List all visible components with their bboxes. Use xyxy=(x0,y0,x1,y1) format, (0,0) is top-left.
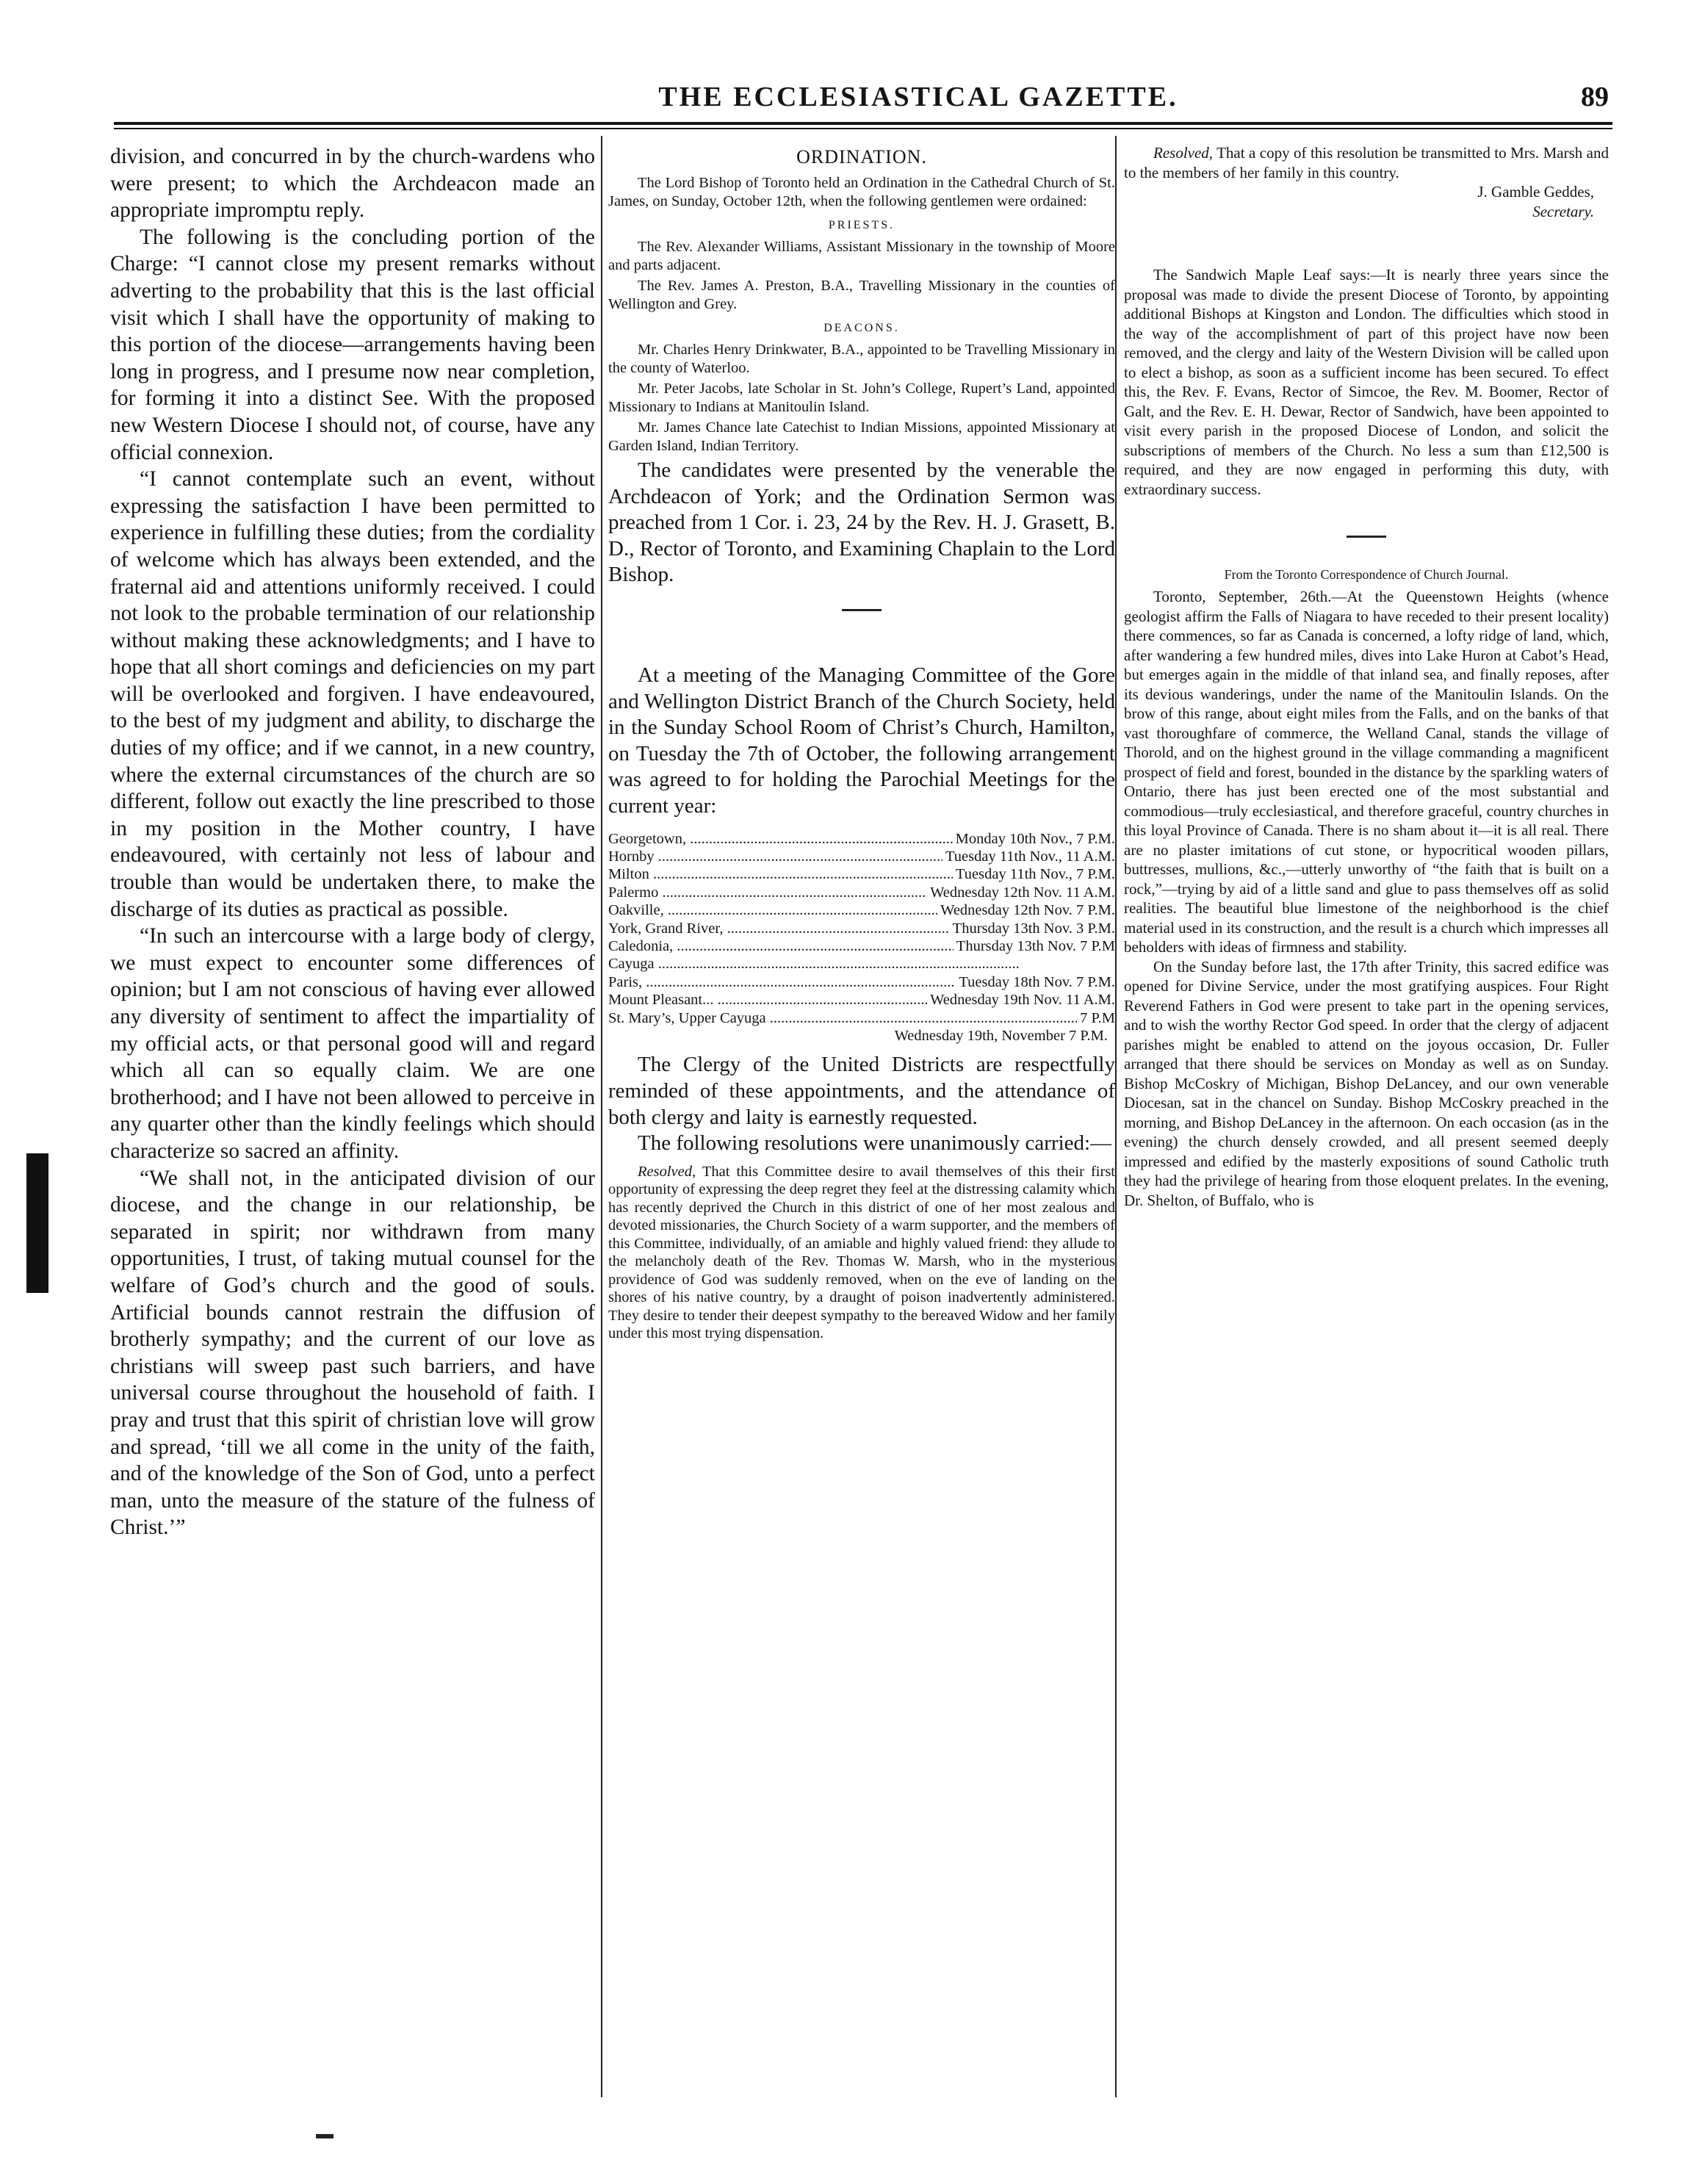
source-line: From the Toronto Correspondence of Church Journal. xyxy=(1224,567,1509,582)
column-ordination xyxy=(608,143,1115,2083)
signature-title: Secretary. xyxy=(1532,202,1594,220)
charge-paragraph-3: “I cannot contemplate such an event, without expressing the satisfaction I have been permitted to experience in fulfilling these duties; from the cordiality of welcome which has always been extended, and the fraternal aid and attentions uniformly received. I could not look to the probable termination of our relationship without making these acknowledgments; and I have to hope that all short comings and deficiencies on my part will be overlooked and forgiven. I have endeavoured, to the best of my judgment and ability, to discharge the duties of my office; and if we cannot, in a new country, where the external circumstances of the church are so different, follow out exactly the line prescribed to those in my position in the Mother country, I have endeavoured, with certainly not less of labour and trouble than would be undertaken there, to make the discharge of its duties as practical as possible. xyxy=(110,467,595,921)
meeting-schedule xyxy=(608,830,1115,1045)
header-rule-thick xyxy=(114,122,1612,125)
charge-paragraph-5: “We shall not, in the anticipated division of our diocese, and the change in our relationship, be separated in spirit; nor withdrawn from many opportunities, I trust, of taking mutual counsel for the welfare of God’s church and the good of souls. Artificial bounds cannot restrain the diffusion of brotherly sympathy; and the current of our love as christians will sweep past such barriers, and have universal course throughout the household of faith. I pray and trust that this spirit of christian love will grow and spread, ‘till we all come in the unity of the faith, and of the knowledge of the Son of God, unto a perfect man, unto the measure of the stature of the fulness of Christ.’” xyxy=(110,1166,595,1540)
candidates-paragraph: The candidates were presented by the venerable the Archdeacon of York; and the Ordination Sermon was preached from 1 Cor. i. 23, 24 by the Rev. H. J. Grasett, B. D., Rector of Toronto, and Examining Chaplain to the Lord Bishop. xyxy=(608,458,1115,587)
deacon-entry: Mr. Charles Henry Drinkwater, B.A., appointed to be Travelling Missionary in the county of Waterloo. xyxy=(608,342,1115,376)
column-divider-right xyxy=(1115,136,1117,2097)
schedule-row: Cayuga ..... xyxy=(608,955,1115,973)
deacons-heading: DEACONS. xyxy=(823,322,900,334)
column-news xyxy=(1124,143,1609,2083)
schedule-row: Mount Pleasant... ..... Wednesday 19th Nov. 11 A.M. xyxy=(608,991,1115,1009)
schedule-row: St. Mary’s, Upper Cayuga ..... 7 P.M xyxy=(608,1009,1115,1027)
charge-paragraph-4: “In such an intercourse with a large body of clergy, we must expect to encounter some differences of opinion; but I am not conscious of having ever allowed any diversity of sentiment to affect the impartiality of my official acts, or that personal good will and regard which all can so equally claim. We are one brotherhood; and I have not been allowed to perceive in any quarter other than the kindly feelings which should characterize so sacred an affinity. xyxy=(110,924,595,1163)
page-header xyxy=(110,81,1616,125)
toronto-paragraph: Toronto, September, 26th.—At the Queenstown Heights (whence geologist affirm the Falls of Niagara to have receded to their present locality) there commences, so far as Canada is concerned, a lofty ridge of land, which, after wandering a few hundred miles, dives into Lake Huron at Cabot’s Head, but emerges again in the middle of that inland sea, and finally reposes, after its devious wanderings, under the name of the Manitoulin Islands. On the brow of this range, about eight miles from the Falls, and on the banks of that vast thoroughfare of commerce, the Welland Canal, stands the village of Thorold, and on the highest ground in the village commanding a magnificent prospect of field and forest, bounded in the distance by the sparkling waters of Ontario, there has just been erected one of the most substantial and commodious—truly ecclesiastical, and therefore graceful, country churches in this loyal Province of Canada. There is no sham about it—it is all real. There are no plaster imitations of cut stone, or hypocritical wooden pillars, buttresses, mullions, &c.,—utterly unworthy of “the faith that is built on a rock,”—trying by aid of a little sand and glue to pass themselves off as solid realities. The beautiful blue limestone of the neighborhood is the chief material used in its construction, and the result is a church which impresses all beholders with ideas of firmness and stability. xyxy=(1124,588,1609,956)
newspaper-title: THE ECCLESIASTICAL GAZETTE. xyxy=(658,82,1178,112)
ordination-intro: The Lord Bishop of Toronto held an Ordination in the Cathedral Church of St. James, on Sunday, October 12th, when the following gentlemen were ordained: xyxy=(608,175,1115,209)
priests-heading: PRIESTS. xyxy=(828,219,895,231)
sunday-paragraph: On the Sunday before last, the 17th after Trinity, this sacred edifice was opened for Divine Service, under the most gratifying auspices. Four Right Reverend Fathers in God were present to take part in the opening services, and to wish the worthy Rector God speed. In order that the clergy of adjacent parishes might be enabled to attend on the joyous occasion, Dr. Fuller arranged that there should be services on Monday as well as on Sunday. Bishop McCoskry of Michigan, Bishop DeLancey, and our own venerable Diocesan, sat in the chancel on Sunday. Bishop McCoskry preached in the morning, and Bishop DeLancey in the afternoon. On each occasion (as in the evening) the church densely crowded, and all present seemed deeply impressed and edified by the masterly expositions of sound Catholic truth they had the privilege of hearing from those eloquent prelates. In the evening, Dr. Shelton, of Buffalo, who is xyxy=(1124,957,1609,1209)
bottom-mark xyxy=(316,2134,334,2138)
schedule-row: Paris, ..... Tuesday 18th Nov. 7 P.M. xyxy=(608,973,1115,991)
resolution-copy xyxy=(1124,143,1609,182)
deacon-entry: Mr. Peter Jacobs, late Scholar in St. John’s College, Rupert’s Land, appointed Missionary to Indians at Manitoulin Island. xyxy=(608,381,1115,415)
schedule-last-line: Wednesday 19th, November 7 P.M. xyxy=(894,1028,1108,1044)
priest-entry: The Rev. Alexander Williams, Assistant Missionary in the township of Moore and parts adjacent. xyxy=(608,239,1115,273)
schedule-row: Caledonia, ..... Thursday 13th Nov. 7 P.M xyxy=(608,937,1115,955)
column-charge xyxy=(110,143,595,2083)
resolution-text: That a copy of this resolution be transmitted to Mrs. Marsh and to the members of her family in this country. xyxy=(1124,144,1609,181)
margin-mark xyxy=(26,1153,48,1293)
schedule-row: Milton ..... Tuesday 11th Nov., 7 P.M. xyxy=(608,865,1115,883)
ordination-heading: ORDINATION. xyxy=(796,146,927,167)
schedule-row: Hornby ..... Tuesday 11th Nov., 11 A.M. xyxy=(608,848,1115,865)
schedule-row: Oakville, ..... Wednesday 12th Nov. 7 P.M. xyxy=(608,901,1115,919)
resolution-text: That this Committee desire to avail themselves of this their first opportunity of expressing the deep regret they feel at the distressing calamity which has recently deprived the Church in this district of one of her most zealous and devoted missionaries, the Church Society of a warm supporter, and the members of this Committee, individually, of an amiable and highly valued friend: they allude to the melancholy death of the Rev. Thomas W. Marsh, who in the mysterious providence of God was suddenly removed, when on the eve of landing on the shores of his native country, by a draught of poison inadvertently administered. They desire to tender their deepest sympathy to the bereaved Widow and her family under this most trying dispensation. xyxy=(608,1163,1115,1342)
deacon-entry: Mr. James Chance late Catechist to Indian Missions, appointed Missionary at Garden Island, Indian Territory. xyxy=(608,419,1115,454)
maple-leaf-paragraph: The Sandwich Maple Leaf says:—It is nearly three years since the proposal was made to divide the present Diocese of Toronto, by appointing additional Bishops at Kingston and London. The difficulties which stood in the way of the accomplishment of part of this project have now been removed, and the clergy and laity of the Western Division will be called upon to elect a bishop, as soon as a sufficient income has been secured. To effect this, the Rev. F. Evans, Rector of Simcoe, the Rev. M. Boomer, Rector of Galt, and the Rev. E. H. Dewar, Rector of Sandwich, have been appointed to visit every parish in the proposed Diocese of London, and solicit the subscriptions of members of the Church. No less a sum than £12,500 is required, and they are now engaged in performing this duty, with extraordinary success. xyxy=(1124,266,1609,498)
resolved-label: Resolved, xyxy=(1153,144,1214,162)
header-rule-thin xyxy=(114,128,1612,129)
signature-name: J. Gamble Geddes, xyxy=(1477,183,1594,201)
schedule-row: Palermo ..... Wednesday 12th Nov. 11 A.M. xyxy=(608,884,1115,901)
resolutions-intro: The following resolutions were unanimously carried:— xyxy=(638,1131,1112,1156)
meeting-paragraph: At a meeting of the Managing Committee of the Gore and Wellington District Branch of the Church Society, held in the Sunday School Room of Christ’s Church, Hamilton, on Tuesday the 7th of October, the following arrangement was agreed to for holding the Parochial Meetings for the current year: xyxy=(608,663,1115,818)
charge-paragraph-2: The following is the concluding portion of the Charge: “I cannot close my present remarks without adverting to the probability that this is the last official visit which I shall have the opportunity of making to this portion of the diocese—arrangements having been long in progress, and I presume now near completion, for forming it into a distinct See. With the proposed new Western Diocese I should not, of course, have any official connexion. xyxy=(110,225,595,464)
resolution-paragraph xyxy=(608,1163,1115,1343)
section-separator xyxy=(842,609,882,611)
priest-entry: The Rev. James A. Preston, B.A., Travelling Missionary in the counties of Wellington and Grey. xyxy=(608,278,1115,312)
column-divider-left xyxy=(601,136,602,2097)
schedule-row: York, Grand River, ..... Thursday 13th Nov. 3 P.M. xyxy=(608,920,1115,937)
section-separator xyxy=(1347,536,1386,538)
clergy-paragraph: The Clergy of the United Districts are respectfully reminded of these appointments, and the attendance of both clergy and laity is earnestly requested. xyxy=(608,1053,1115,1129)
charge-paragraph-1: division, and concurred in by the church-wardens who were present; to which the Archdeacon made an appropriate impromptu reply. xyxy=(110,145,595,223)
schedule-row: Georgetown, ..... Monday 10th Nov., 7 P.M. xyxy=(608,830,1115,848)
resolved-label: Resolved, xyxy=(638,1163,696,1180)
page-number: 89 xyxy=(1581,82,1609,112)
